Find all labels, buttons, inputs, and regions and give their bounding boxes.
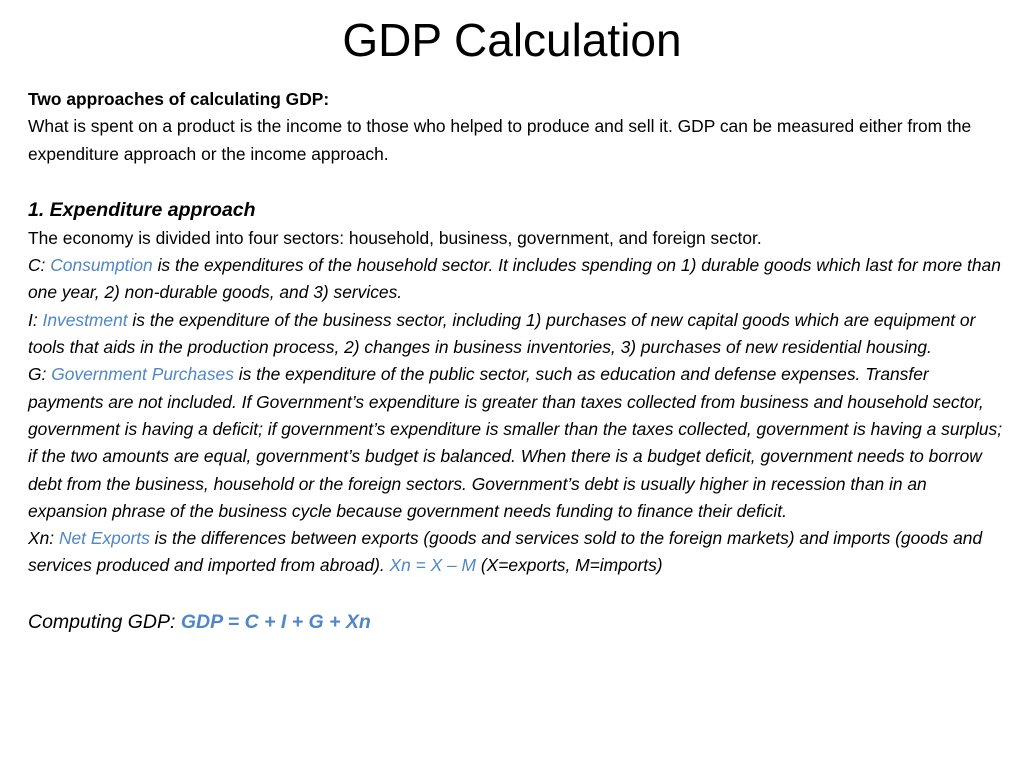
government-paragraph (28, 361, 1003, 525)
investment-paragraph (28, 307, 1003, 362)
consumption-prefix: C: (28, 255, 46, 276)
slide-title: GDP Calculation (342, 14, 682, 66)
net-exports-formula-note: (X=exports, M=imports) (480, 555, 663, 576)
consumption-text: is the expenditures of the household sector. It includes spending on 1) durable goods which last for more than one year, 2) non-durable goods, and 3) services. (28, 255, 1001, 303)
net-exports-term: Net Exports (58, 528, 150, 549)
spacer (28, 168, 1003, 195)
net-exports-formula: Xn = X – M (389, 555, 477, 576)
government-text: is the expenditure of the public sector, such as education and defense expenses. Transfer payments are not included. If Government’s expenditure is greater than taxes collected from business and household sector, government is having a deficit; if government’s expenditure is smaller than the taxes collected, government is having a surplus; if the two amounts are equal, government’s budget is balanced. When there is a budget deficit, government needs to borrow debt from the business, household or the foreign sectors. Government’s debt is usually higher in recession than in an expansion phrase of the business cycle because government needs funding to finance their deficit. (28, 364, 1003, 521)
slide-content (28, 86, 1003, 637)
net-exports-text: is the differences between exports (goods and services sold to the foreign markets) and imports (goods and services produced and imported from abroad). (28, 528, 983, 576)
government-prefix: G: (28, 364, 47, 385)
government-term: Government Purchases (51, 364, 234, 385)
gdp-formula: GDP = C + I + G + Xn (180, 610, 371, 633)
computing-gdp-line (28, 607, 1003, 637)
consumption-term: Consumption (50, 255, 153, 276)
expenditure-heading: 1. Expenditure approach (28, 198, 256, 221)
computing-label: Computing GDP: (28, 610, 176, 633)
sectors-text: The economy is divided into four sectors: household, business, government, and foreign sector. (28, 227, 762, 248)
consumption-paragraph (28, 252, 1003, 307)
investment-text: is the expenditure of the business sector, including 1) purchases of new capital goods which are equipment or tools that aids in the production process, 2) changes in business inventories, 3) purchases of new residential housing. (28, 309, 976, 358)
intro-text: What is spent on a product is the income to those who helped to produce and sell it. GDP can be measured either from the expenditure approach or the income approach. (28, 116, 972, 164)
spacer (28, 580, 1003, 607)
net-exports-prefix: Xn: (28, 528, 55, 549)
investment-term: Investment (42, 309, 128, 330)
net-exports-paragraph (28, 525, 1003, 580)
investment-prefix: I: (28, 309, 38, 330)
intro-heading: Two approaches of calculating GDP: (28, 89, 330, 109)
